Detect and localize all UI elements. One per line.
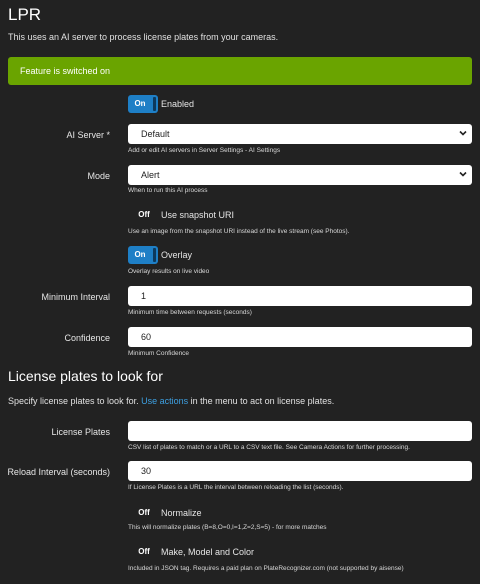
license-plates-input[interactable] xyxy=(128,421,472,441)
overlay-label: Overlay xyxy=(161,250,193,260)
reload-interval-input[interactable] xyxy=(128,461,472,481)
toggle-knob xyxy=(153,248,156,262)
chevron-down-icon xyxy=(458,128,468,138)
min-interval-value: 1 xyxy=(141,291,147,301)
toggle-knob xyxy=(153,97,156,111)
enabled-toggle[interactable] xyxy=(128,95,158,113)
snapshot-help: Use an image from the snapshot URI instead of the live stream (see Photos). xyxy=(128,228,350,235)
mode-value: Alert xyxy=(141,170,160,180)
confidence-input[interactable] xyxy=(128,327,472,347)
overlay-toggle-state: On xyxy=(134,250,146,259)
make-model-toggle[interactable] xyxy=(128,543,158,561)
overlay-help: Overlay results on live video xyxy=(128,268,210,275)
mode-help: When to run this AI process xyxy=(128,187,208,194)
mode-label: Mode xyxy=(87,171,110,181)
snapshot-label: Use snapshot URI xyxy=(161,210,235,220)
section-desc-after: in the menu to act on license plates. xyxy=(188,396,335,406)
normalize-toggle-state: Off xyxy=(138,508,150,517)
min-interval-label: Minimum Interval xyxy=(41,292,110,302)
section-description xyxy=(8,396,334,406)
license-plates-help: CSV list of plates to match or a URL to a CSV text file. See Camera Actions for further processing. xyxy=(128,444,410,451)
make-model-label: Make, Model and Color xyxy=(161,547,255,557)
normalize-label: Normalize xyxy=(161,508,202,518)
normalize-help: This will normalize plates (B=8,O=0,I=1,Z=2,S=5) - for more matches xyxy=(128,524,327,531)
chevron-down-icon xyxy=(458,169,468,179)
reload-interval-value: 30 xyxy=(141,466,152,476)
confidence-help: Minimum Confidence xyxy=(128,350,190,357)
make-model-help: Included in JSON tag. Requires a paid plan on PlateRecognizer.com (not supported by aisense) xyxy=(128,565,404,572)
enabled-toggle-state: On xyxy=(134,99,146,108)
min-interval-input[interactable] xyxy=(128,286,472,306)
make-model-toggle-state: Off xyxy=(138,547,150,556)
ai-server-value: Default xyxy=(141,129,170,139)
ai-server-select[interactable] xyxy=(128,124,472,144)
page-description: This uses an AI server to process license plates from your cameras. xyxy=(8,32,279,42)
confidence-value: 60 xyxy=(141,332,152,342)
mode-select[interactable] xyxy=(128,165,472,185)
reload-interval-label: Reload Interval (seconds) xyxy=(7,467,110,477)
confidence-label: Confidence xyxy=(64,333,110,343)
section-desc-before: Specify license plates to look for. xyxy=(8,396,142,406)
license-plates-label: License Plates xyxy=(51,427,110,437)
reload-interval-help: If License Plates is a URL the interval between reloading the list (seconds). xyxy=(128,484,344,491)
status-banner xyxy=(8,57,472,85)
normalize-toggle[interactable] xyxy=(128,504,158,522)
overlay-toggle[interactable] xyxy=(128,246,158,264)
snapshot-toggle[interactable] xyxy=(128,206,158,224)
status-banner-text: Feature is switched on xyxy=(20,66,111,76)
snapshot-toggle-state: Off xyxy=(138,210,150,219)
ai-server-help: Add or edit AI servers in Server Settings - AI Settings xyxy=(128,147,281,154)
use-actions-link[interactable]: Use actions xyxy=(141,396,189,406)
section-title: License plates to look for xyxy=(8,368,163,384)
enabled-label: Enabled xyxy=(161,99,195,109)
page-title: LPR xyxy=(8,5,42,24)
min-interval-help: Minimum time between requests (seconds) xyxy=(128,309,252,316)
ai-server-label: AI Server * xyxy=(66,130,110,140)
